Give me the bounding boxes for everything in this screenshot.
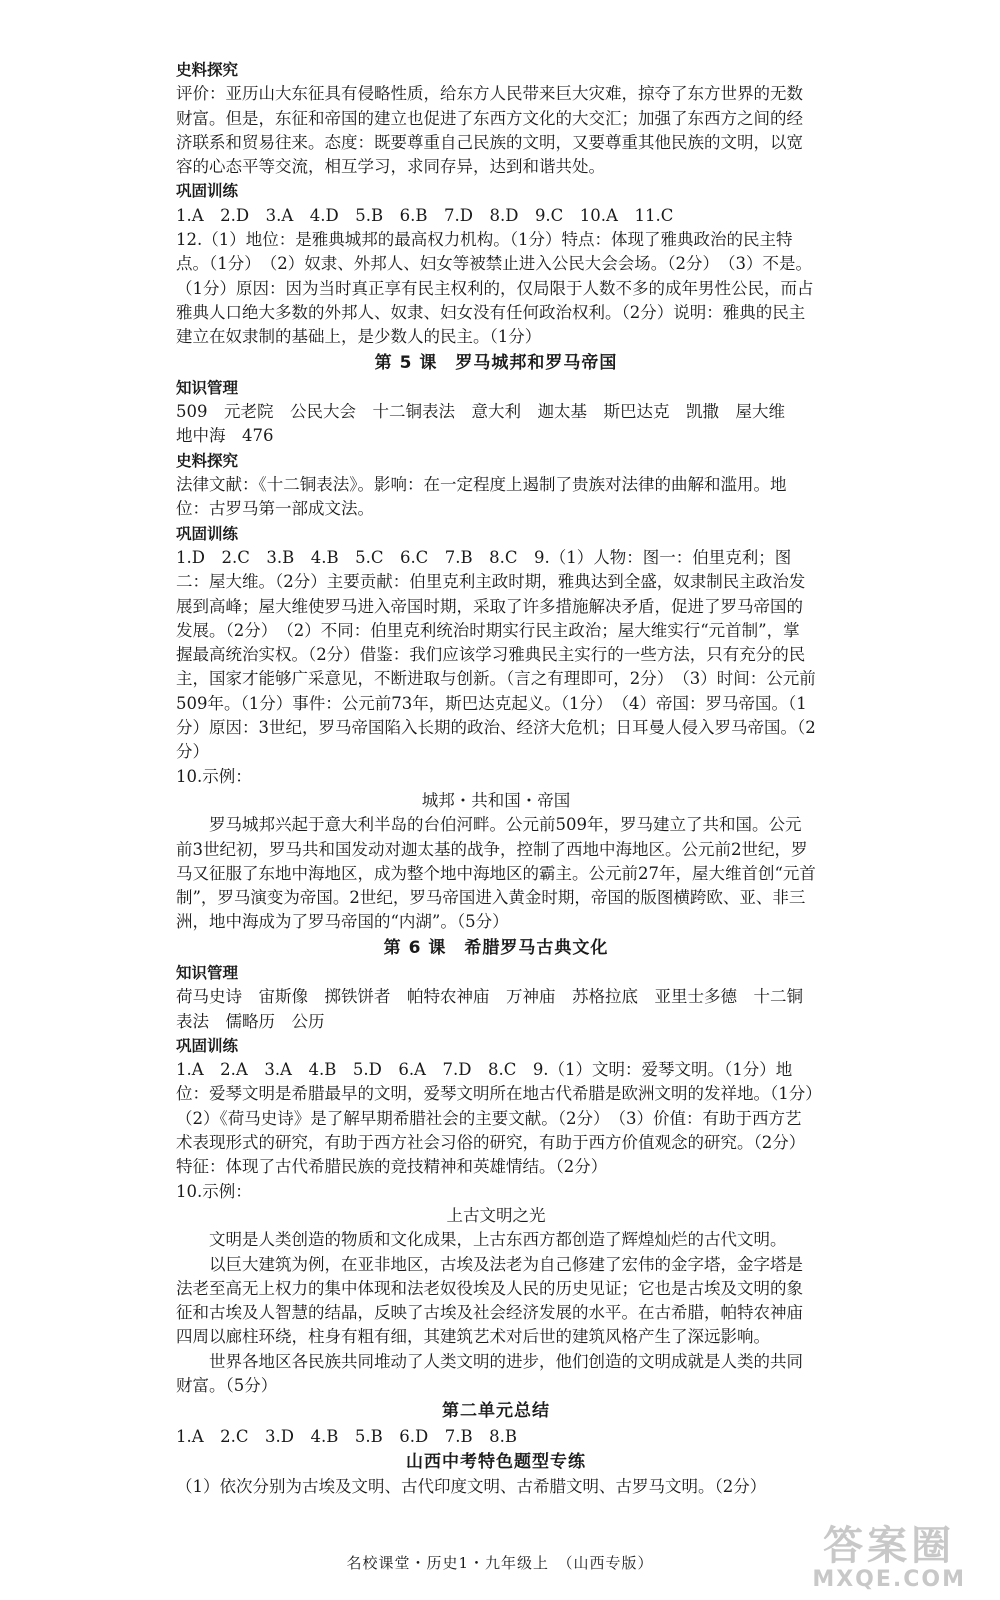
answer-text: （1）依次分别为古埃及文明、古代印度文明、古希腊文明、古罗马文明。（2分） bbox=[176, 1477, 767, 1497]
answer-text: 12.（1）地位：是雅典城邦的最高权力机构。（1分）特点：体现了雅典政治的民主特点。（1分） （2）奴隶、外邦人、妇女等被禁止进入公民大会会场。（2分） （3）不是。（1分）原因：因为当时真正享有民主权利的，仅局限于人数不多的成年男性公民，而占雅典人口绝大多数的外邦人、奴隶、妇女没有任何政治权利。（2分）说明：雅典的民主建立在奴隶制的基础上，是少数人的民主。（1分） bbox=[176, 230, 814, 347]
essay-paragraph: 以巨大建筑为例，在亚非地区，古埃及法老为自己修建了宏伟的金字塔，金字塔是法老至高无上权力的集中体现和法老奴役埃及人民的历史见证；它也是古埃及文明的象征和古埃及人智慧的结晶，反映了古埃及社会经济发展的水平。在古希腊，帕特农神庙四周以廊柱环绕，柱身有粗有细，其建筑艺术对后世的建筑风格产生了深远影响。 bbox=[176, 1254, 803, 1347]
answer-text: 509 元老院 公民大会 十二铜表法 意大利 迦太基 斯巴达克 凯撒 屋大维 地中海 476 bbox=[176, 402, 802, 446]
essay-paragraph: 文明是人类创造的物质和文化成果，上古东西方都创造了辉煌灿烂的古代文明。 bbox=[209, 1230, 787, 1250]
section-heading: 史料探究 bbox=[176, 61, 239, 79]
section-heading: 巩固训练 bbox=[176, 182, 239, 201]
lesson-title: 第 6 课 希腊罗马古典文化 bbox=[383, 937, 609, 958]
essay-title: 上古文明之光 bbox=[446, 1205, 546, 1225]
watermark-logo-text: 答案圈 bbox=[823, 1523, 956, 1569]
answer-text: 1.A 2.D 3.A 4.D 5.B 6.B 7.D 8.D 9.C 10.A 11.C bbox=[176, 205, 674, 225]
essay-paragraph: 世界各地区各民族共同堆动了人类文明的进步，他们创造的文明成就是人类的共同财富。（5分） bbox=[176, 1351, 803, 1396]
lesson-title: 第二单元总结 bbox=[442, 1401, 550, 1422]
answer-text: 法律文献：《十二铜表法》。影响：在一定程度上遏制了贵族对法律的曲解和滥用。地位：古罗马第一部成文法。 bbox=[176, 475, 787, 519]
section-heading: 巩固训练 bbox=[176, 1036, 239, 1055]
answer-text: 1.D 2.C 3.B 4.B 5.C 6.C 7.B 8.C 9.（1）人物：图一：伯里克利；图二：屋大维。（2分）主要贡献：伯里克利主政时期，雅典达到全盛，奴隶制民主政治发展到高峰；屋大维使罗马进入帝国时期，采取了许多措施解决矛盾，促进了罗马帝国的发展。（2分） （2）不同：伯里克利统治时期实行民主政治；屋大维实行“元首制”，掌握最高统治实权。（2分）借鉴：我们应该学习雅典民主实行的一些方法，只有充分的民主，国家才能够广采意见，不断进取与创新。（言之有理即可，2分） （3）时间：公元前509年。（1分）事件：公元前73年，斯巴达克起义。（1分） （4）帝国：罗马帝国。（1分）原因：3世纪，罗马帝国陷入长期的政治、经济大危机；日耳曼人侵入罗马帝国。（2分） bbox=[176, 547, 816, 762]
answer-text: 评价：亚历山大东征具有侵略性质，给东方人民带来巨大灾难，掠夺了东方世界的无数财富。但是，东征和帝国的建立也促进了东西方文化的大交汇；加强了东西方之间的经济联系和贸易往来。态度：既要尊重自己民族的文明，又要尊重其他民族的文明，以宽容的心态平等交流，相互学习，求同存异，达到和谐共处。 bbox=[176, 84, 803, 177]
essay-title: 城邦・共和国・帝国 bbox=[421, 790, 571, 810]
lesson-title: 第 5 课 罗马城邦和罗马帝国 bbox=[374, 352, 618, 373]
answer-text: 1.A 2.A 3.A 4.B 5.D 6.A 7.D 8.C 9.（1）文明：爱琴文明。（1分）地位：爱琴文明是希腊最早的文明，爱琴文明所在地古代希腊是欧洲文明的发祥地。（1分） （2）《荷马史诗》是了解早期希腊社会的主要文献。（2分） （3）价值：有助于西方艺术表现形式的研究，有助于西方社会习俗的研究，有助于西方价值观念的研究。（2分）特征：体现了古代希腊民族的竞技精神和英雄情结。（2分） bbox=[176, 1060, 830, 1177]
section-heading: 巩固训练 bbox=[176, 524, 239, 543]
lesson-title: 山西中考特色题型专练 bbox=[406, 1451, 586, 1472]
page-footer: 名校课堂・历史1・九年级上 （山西专版） bbox=[346, 1554, 654, 1572]
answer-text: 1.A 2.C 3.D 4.B 5.B 6.D 7.B 8.B bbox=[176, 1426, 517, 1446]
answer-text: 10.示例： bbox=[176, 1181, 252, 1201]
answer-key-content bbox=[176, 58, 830, 1500]
answer-text: 10.示例： bbox=[176, 766, 252, 786]
watermark bbox=[812, 1524, 966, 1592]
section-heading: 史料探究 bbox=[176, 451, 239, 470]
answer-text: 荷马史诗 宙斯像 掷铁饼者 帕特农神庙 万神庙 苏格拉底 亚里士多德 十二铜表法 儒略历 公历 bbox=[176, 987, 803, 1031]
watermark-url: MXQE.COM bbox=[812, 1567, 966, 1592]
section-heading: 知识管理 bbox=[176, 378, 239, 397]
essay-paragraph: 罗马城邦兴起于意大利半岛的台伯河畔。公元前509年，罗马建立了共和国。公元前3世纪初，罗马共和国发动对迦太基的战争，控制了西地中海地区。公元前2世纪，罗马又征服了东地中海地区，成为整个地中海地区的霸主。公元前27年，屋大维首创“元首制”，罗马演变为帝国。2世纪，罗马帝国进入黄金时期，帝国的版图横跨欧、亚、非三洲，地中海成为了罗马帝国的“内湖”。（5分） bbox=[176, 815, 816, 932]
section-heading: 知识管理 bbox=[176, 963, 239, 982]
